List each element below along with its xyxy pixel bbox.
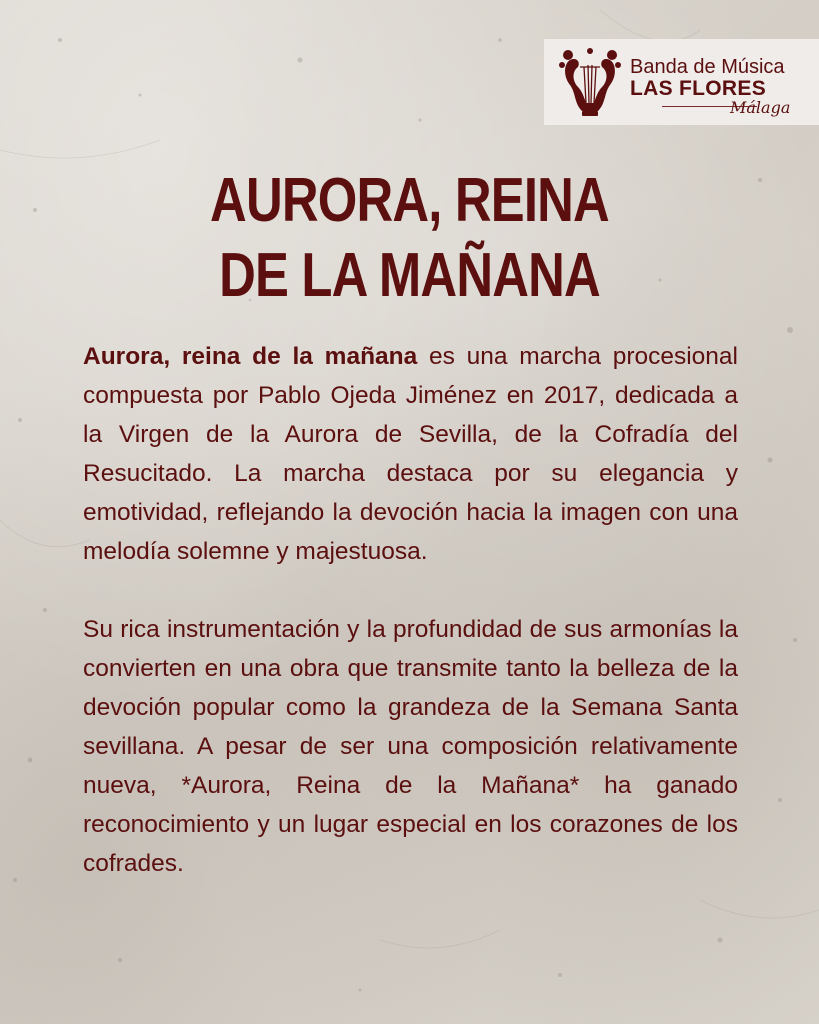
title-line-2: DE LA MAÑANA: [219, 241, 600, 310]
logo-city: Málaga: [730, 98, 791, 117]
article-body: [83, 337, 738, 883]
page-title: [156, 163, 664, 313]
logo-band-label: Banda de Música: [630, 56, 785, 78]
lyre-icon: [556, 45, 624, 121]
band-logo: [544, 39, 819, 125]
paragraph-second: Su rica instrumentación y la profundidad de sus armonías la convierten en una obra que transmite tanto la belleza de la devoción popular como la grandeza de la Semana Santa sevillana. A pesar de ser una composición relativamente nueva, *Aurora, Reina de la Mañana* ha ganado reconocimiento y un lugar especial en los corazones de los cofrades.: [83, 616, 738, 877]
paragraph-intro-lead: Aurora, reina de la mañana: [83, 343, 418, 370]
logo-band-name: LAS FLORES: [630, 77, 767, 100]
paragraph-intro: [83, 337, 738, 571]
paragraph-intro-text: es una marcha procesional compuesta por Pablo Ojeda Jiménez en 2017, dedicada a la Virgen de la Aurora de Sevilla, de la Cofradía del Resucitado. La marcha destaca por su elegancia y emotividad, reflejando la devoción hacia la imagen con una melodía solemne y majestuosa.: [83, 343, 738, 565]
title-line-1: AURORA, REINA: [210, 166, 609, 235]
